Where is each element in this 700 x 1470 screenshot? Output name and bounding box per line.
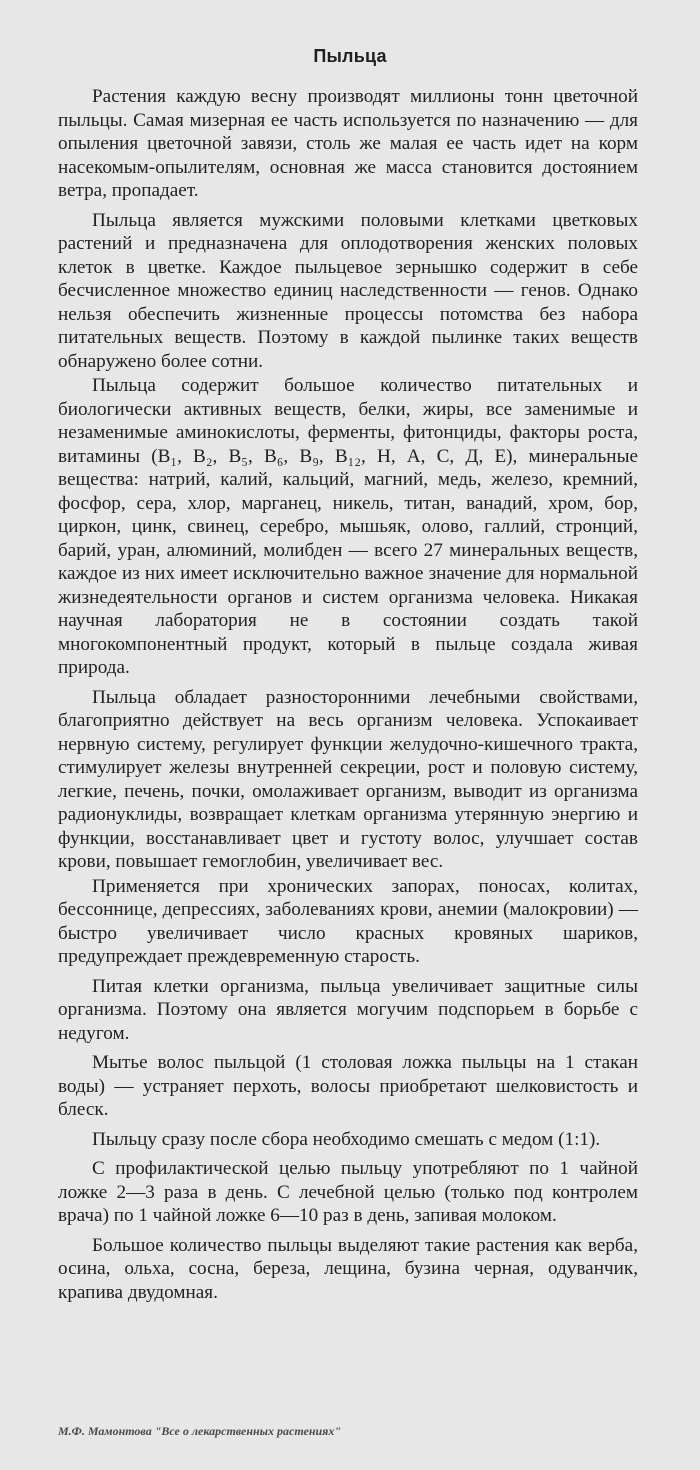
paragraph-plants: Большое количество пыльцы выделяют такие растения как верба, осина, ольха, сосна, береза, лещина, бузина черная, одуванчик, крапива двудомная.: [58, 1234, 638, 1303]
paragraph-protection: Питая клетки организма, пыльца увеличивает защитные силы организма. Поэтому она является могучим подспорьем в борьбе с недугом.: [58, 975, 638, 1044]
paragraph-indications: Применяется при хронических запорах, поносах, колитах, бессоннице, депрессиях, заболеваниях крови, анемии (малокровии) — быстро увеличивает число красных кровяных шариков, предупреждает преждевременную старость.: [58, 875, 638, 967]
paragraph-dosage: С профилактической целью пыльцу употребляют по 1 чайной ложке 2—3 раза в день. С лечебной целью (только под контролем врача) по 1 чайной ложке 6—10 раз в день, запивая молоком.: [58, 1158, 638, 1226]
paragraph-hair-wash: Мытье волос пыльцой (1 столовая ложка пыльцы на 1 стакан воды) — устраняет перхоть, волосы приобретают шелковистость и блеск.: [58, 1052, 638, 1120]
page-title: Пыльца: [313, 46, 387, 66]
paragraph-intro: Растения каждую весну производят миллионы тонн цветочной пыльцы. Самая мизерная ее часть используется по назначению — для опыления цветочной завязи, столь же малая ее часть идет на корм насекомым-опылителям, основная же масса становится достоянием ветра, пропадает.: [58, 86, 638, 201]
article-body: [58, 85, 638, 1305]
paragraph-definition: Пыльца является мужскими половыми клетками цветковых растений и предназначена для оплодотворения женских половых клеток в цветке. Каждое пыльцевое зернышко содержит в себе бесчисленное множество единиц наследственности — генов. Однако нельзя обеспечить жизненные процессы потомства без набора питательных веществ. Поэтому в каждой пылинке таких веществ обнаружено более сотни.: [58, 209, 638, 372]
paragraph-composition: Пыльца содержит большое количество питательных и биологически активных веществ, белки, жиры, все заменимые и незаменимые аминокислоты, ферменты, фитонциды, факторы роста, витамины (B₁, B₂, B₅, B₆, B₉, B₁₂, Н, А, С, Д, Е), минеральные вещества: натрий, калий, кальций, магний, медь, железо, кремний, фосфор, сера, хлор, марганец, никель, титан, ванадий, хром, бор, циркон, цинк, свинец, серебро, мышьяк, олово, галлий, стронций, барий, уран, алюминий, молибден — всего 27 минеральных веществ, каждое из них имеет исключительно важное значение для нормальной жизнедеятельности органов и систем организма человека. Никакая научная лаборатория не в состоянии создать такой многокомпонентный продукт, который в пыльце создала живая природа.: [58, 375, 638, 678]
paragraph-healing-properties: Пыльца обладает разносторонними лечебными свойствами, благоприятно действует на весь организм человека. Успокаивает нервную систему, регулирует функции желудочно-кишечного тракта, стимулирует железы внутренней секреции, рост и половую систему, легкие, печень, почки, омолаживает организм, выводит из организма радионуклиды, возвращает клеткам организма утерянную энергию и функции, восстанавливает цвет и густоту волос, улучшает состав крови, повышает гемоглобин, увеличивает вес.: [58, 686, 638, 872]
paragraph-mixing: Пыльцу сразу после сбора необходимо смешать с медом (1:1).: [92, 1128, 601, 1150]
source-footer: М.Ф. Мамонтова "Все о лекарственных растениях": [58, 1424, 341, 1438]
